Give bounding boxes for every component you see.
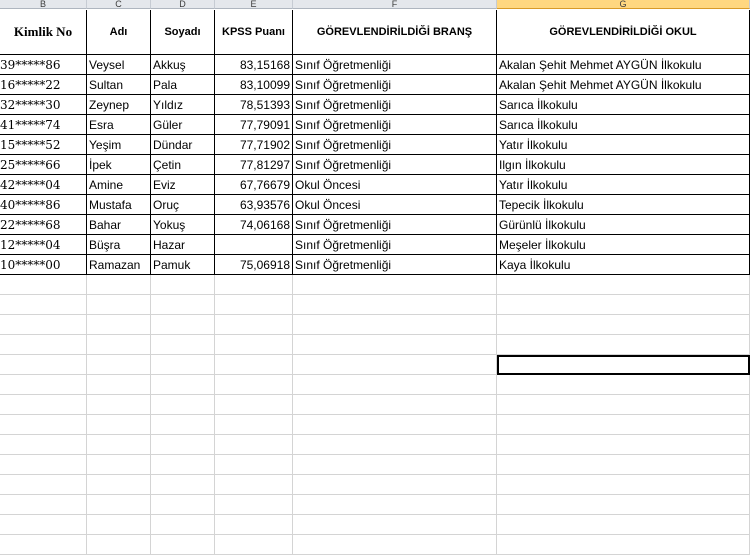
- empty-cell[interactable]: [497, 455, 750, 475]
- cell-kimlik-no[interactable]: 10*****00: [0, 255, 87, 275]
- cell-kimlik-no[interactable]: 42*****04: [0, 175, 87, 195]
- cell-kpss-puani[interactable]: 74,06168: [215, 215, 293, 235]
- empty-cell[interactable]: [215, 395, 293, 415]
- empty-cell[interactable]: [293, 535, 497, 555]
- cell-brans[interactable]: Sınıf Öğretmenliği: [293, 235, 497, 255]
- cell-kpss-puani[interactable]: 83,10099: [215, 75, 293, 95]
- empty-cell[interactable]: [215, 275, 293, 295]
- cell-brans[interactable]: Sınıf Öğretmenliği: [293, 135, 497, 155]
- cell-brans[interactable]: Sınıf Öğretmenliği: [293, 95, 497, 115]
- empty-cell[interactable]: [87, 395, 151, 415]
- cell-okul[interactable]: Meşeler İlkokulu: [497, 235, 750, 255]
- column-header-b[interactable]: B: [0, 0, 87, 9]
- cell-adi[interactable]: Mustafa: [87, 195, 151, 215]
- cell-kpss-puani[interactable]: 63,93576: [215, 195, 293, 215]
- empty-cell[interactable]: [87, 455, 151, 475]
- empty-cell[interactable]: [87, 275, 151, 295]
- cell-soyadi[interactable]: Pamuk: [151, 255, 215, 275]
- header-adi[interactable]: Adı: [87, 10, 151, 55]
- cell-brans[interactable]: Sınıf Öğretmenliği: [293, 155, 497, 175]
- empty-cell[interactable]: [215, 355, 293, 375]
- cell-adi[interactable]: Bahar: [87, 215, 151, 235]
- empty-cell[interactable]: [151, 275, 215, 295]
- empty-cell[interactable]: [293, 455, 497, 475]
- empty-cell[interactable]: [87, 535, 151, 555]
- cell-okul[interactable]: Gürünlü İlkokulu: [497, 215, 750, 235]
- empty-cell[interactable]: [215, 335, 293, 355]
- column-header-e[interactable]: E: [215, 0, 293, 9]
- column-header-d[interactable]: D: [151, 0, 215, 9]
- empty-cell[interactable]: [497, 515, 750, 535]
- empty-cell[interactable]: [497, 475, 750, 495]
- empty-cell[interactable]: [87, 335, 151, 355]
- empty-cell[interactable]: [497, 335, 750, 355]
- cell-soyadi[interactable]: Hazar: [151, 235, 215, 255]
- cell-okul[interactable]: Ilgın İlkokulu: [497, 155, 750, 175]
- empty-cell[interactable]: [151, 495, 215, 515]
- cell-adi[interactable]: Esra: [87, 115, 151, 135]
- empty-cell[interactable]: [87, 295, 151, 315]
- empty-cell[interactable]: [0, 435, 87, 455]
- header-kimlik-no[interactable]: Kimlik No: [0, 10, 87, 55]
- cell-brans[interactable]: Sınıf Öğretmenliği: [293, 215, 497, 235]
- empty-cell[interactable]: [87, 375, 151, 395]
- cell-kimlik-no[interactable]: 16*****22: [0, 75, 87, 95]
- empty-cell[interactable]: [215, 375, 293, 395]
- empty-cell[interactable]: [0, 455, 87, 475]
- empty-cell[interactable]: [293, 515, 497, 535]
- cell-adi[interactable]: Veysel: [87, 55, 151, 75]
- cell-okul[interactable]: Sarıca İlkokulu: [497, 115, 750, 135]
- cell-kimlik-no[interactable]: 32*****30: [0, 95, 87, 115]
- cell-adi[interactable]: Amine: [87, 175, 151, 195]
- empty-cell[interactable]: [0, 495, 87, 515]
- cell-okul[interactable]: Sarıca İlkokulu: [497, 95, 750, 115]
- empty-cell[interactable]: [293, 315, 497, 335]
- cell-brans[interactable]: Sınıf Öğretmenliği: [293, 115, 497, 135]
- cell-kimlik-no[interactable]: 41*****74: [0, 115, 87, 135]
- empty-cell[interactable]: [151, 515, 215, 535]
- empty-cell[interactable]: [293, 475, 497, 495]
- cell-kimlik-no[interactable]: 40*****86: [0, 195, 87, 215]
- cell-adi[interactable]: Ramazan: [87, 255, 151, 275]
- cell-brans[interactable]: Okul Öncesi: [293, 195, 497, 215]
- header-brans[interactable]: GÖREVLENDİRİLDİĞİ BRANŞ: [293, 10, 497, 55]
- cell-kimlik-no[interactable]: 12*****04: [0, 235, 87, 255]
- empty-cell[interactable]: [293, 335, 497, 355]
- cell-kimlik-no[interactable]: 25*****66: [0, 155, 87, 175]
- empty-cell[interactable]: [87, 515, 151, 535]
- spreadsheet-grid: [0, 10, 750, 559]
- column-header-g[interactable]: G: [497, 0, 750, 9]
- empty-cell[interactable]: [497, 275, 750, 295]
- empty-cell[interactable]: [497, 375, 750, 395]
- empty-cell[interactable]: [151, 455, 215, 475]
- cell-kpss-puani[interactable]: 77,71902: [215, 135, 293, 155]
- empty-cell[interactable]: [151, 475, 215, 495]
- empty-cell[interactable]: [215, 435, 293, 455]
- empty-cell[interactable]: [497, 495, 750, 515]
- cell-brans[interactable]: Sınıf Öğretmenliği: [293, 255, 497, 275]
- empty-cell[interactable]: [151, 415, 215, 435]
- empty-cell[interactable]: [0, 275, 87, 295]
- cell-soyadi[interactable]: Akkuş: [151, 55, 215, 75]
- empty-cell[interactable]: [151, 355, 215, 375]
- cell-kpss-puani[interactable]: 77,81297: [215, 155, 293, 175]
- empty-cell[interactable]: [215, 315, 293, 335]
- cell-kpss-puani[interactable]: 78,51393: [215, 95, 293, 115]
- empty-cell[interactable]: [497, 295, 750, 315]
- cell-brans[interactable]: Sınıf Öğretmenliği: [293, 75, 497, 95]
- empty-cell[interactable]: [0, 515, 87, 535]
- cell-kpss-puani[interactable]: 67,76679: [215, 175, 293, 195]
- cell-soyadi[interactable]: Yıldız: [151, 95, 215, 115]
- cell-soyadi[interactable]: Eviz: [151, 175, 215, 195]
- cell-okul[interactable]: Yatır İlkokulu: [497, 135, 750, 155]
- empty-cell[interactable]: [87, 355, 151, 375]
- empty-cell[interactable]: [497, 535, 750, 555]
- active-cell[interactable]: [497, 355, 750, 375]
- empty-cell[interactable]: [151, 295, 215, 315]
- empty-cell[interactable]: [215, 535, 293, 555]
- empty-cell[interactable]: [87, 475, 151, 495]
- empty-cell[interactable]: [293, 435, 497, 455]
- cell-okul[interactable]: Tepecik İlkokulu: [497, 195, 750, 215]
- empty-cell[interactable]: [293, 415, 497, 435]
- cell-soyadi[interactable]: Yokuş: [151, 215, 215, 235]
- empty-cell[interactable]: [293, 355, 497, 375]
- cell-kpss-puani[interactable]: 77,79091: [215, 115, 293, 135]
- empty-cell[interactable]: [0, 295, 87, 315]
- empty-cell[interactable]: [151, 335, 215, 355]
- cell-adi[interactable]: Sultan: [87, 75, 151, 95]
- empty-cell[interactable]: [151, 395, 215, 415]
- cell-kimlik-no[interactable]: 39*****86: [0, 55, 87, 75]
- cell-kpss-puani[interactable]: [215, 235, 293, 255]
- cell-kimlik-no[interactable]: 15*****52: [0, 135, 87, 155]
- cell-soyadi[interactable]: Çetin: [151, 155, 215, 175]
- cell-adi[interactable]: İpek: [87, 155, 151, 175]
- empty-cell[interactable]: [87, 415, 151, 435]
- cell-adi[interactable]: Zeynep: [87, 95, 151, 115]
- empty-cell[interactable]: [151, 435, 215, 455]
- header-kpss-puani[interactable]: KPSS Puanı: [215, 10, 293, 55]
- empty-cell[interactable]: [215, 495, 293, 515]
- cell-okul[interactable]: Akalan Şehit Mehmet AYGÜN İlkokulu: [497, 55, 750, 75]
- empty-cell[interactable]: [87, 315, 151, 335]
- empty-cell[interactable]: [497, 415, 750, 435]
- empty-cell[interactable]: [293, 375, 497, 395]
- cell-adi[interactable]: Yeşim: [87, 135, 151, 155]
- empty-cell[interactable]: [293, 295, 497, 315]
- empty-cell[interactable]: [87, 435, 151, 455]
- empty-cell[interactable]: [497, 435, 750, 455]
- empty-cell[interactable]: [497, 315, 750, 335]
- empty-cell[interactable]: [0, 475, 87, 495]
- column-header-f[interactable]: F: [293, 0, 497, 9]
- empty-cell[interactable]: [293, 495, 497, 515]
- empty-cell[interactable]: [215, 295, 293, 315]
- empty-cell[interactable]: [151, 535, 215, 555]
- cell-kpss-puani[interactable]: 83,15168: [215, 55, 293, 75]
- empty-cell[interactable]: [0, 535, 87, 555]
- cell-okul[interactable]: Kaya İlkokulu: [497, 255, 750, 275]
- empty-cell[interactable]: [0, 395, 87, 415]
- empty-cell[interactable]: [293, 395, 497, 415]
- cell-brans[interactable]: Okul Öncesi: [293, 175, 497, 195]
- cell-okul[interactable]: Akalan Şehit Mehmet AYGÜN İlkokulu: [497, 75, 750, 95]
- empty-cell[interactable]: [215, 415, 293, 435]
- header-soyadi[interactable]: Soyadı: [151, 10, 215, 55]
- header-okul[interactable]: GÖREVLENDİRİLDİĞİ OKUL: [497, 10, 750, 55]
- empty-cell[interactable]: [87, 495, 151, 515]
- empty-cell[interactable]: [0, 355, 87, 375]
- empty-cell[interactable]: [215, 475, 293, 495]
- cell-soyadi[interactable]: Dündar: [151, 135, 215, 155]
- cell-soyadi[interactable]: Oruç: [151, 195, 215, 215]
- cell-brans[interactable]: Sınıf Öğretmenliği: [293, 55, 497, 75]
- empty-cell[interactable]: [151, 375, 215, 395]
- empty-cell[interactable]: [497, 395, 750, 415]
- cell-adi[interactable]: Büşra: [87, 235, 151, 255]
- cell-soyadi[interactable]: Güler: [151, 115, 215, 135]
- cell-okul[interactable]: Yatır İlkokulu: [497, 175, 750, 195]
- empty-cell[interactable]: [151, 315, 215, 335]
- cell-soyadi[interactable]: Pala: [151, 75, 215, 95]
- column-header-c[interactable]: C: [87, 0, 151, 9]
- empty-cell[interactable]: [215, 515, 293, 535]
- empty-cell[interactable]: [293, 275, 497, 295]
- empty-cell[interactable]: [0, 315, 87, 335]
- empty-cell[interactable]: [0, 415, 87, 435]
- column-header-row: [0, 0, 750, 10]
- cell-kpss-puani[interactable]: 75,06918: [215, 255, 293, 275]
- empty-cell[interactable]: [215, 455, 293, 475]
- cell-kimlik-no[interactable]: 22*****68: [0, 215, 87, 235]
- empty-cell[interactable]: [0, 335, 87, 355]
- empty-cell[interactable]: [0, 375, 87, 395]
